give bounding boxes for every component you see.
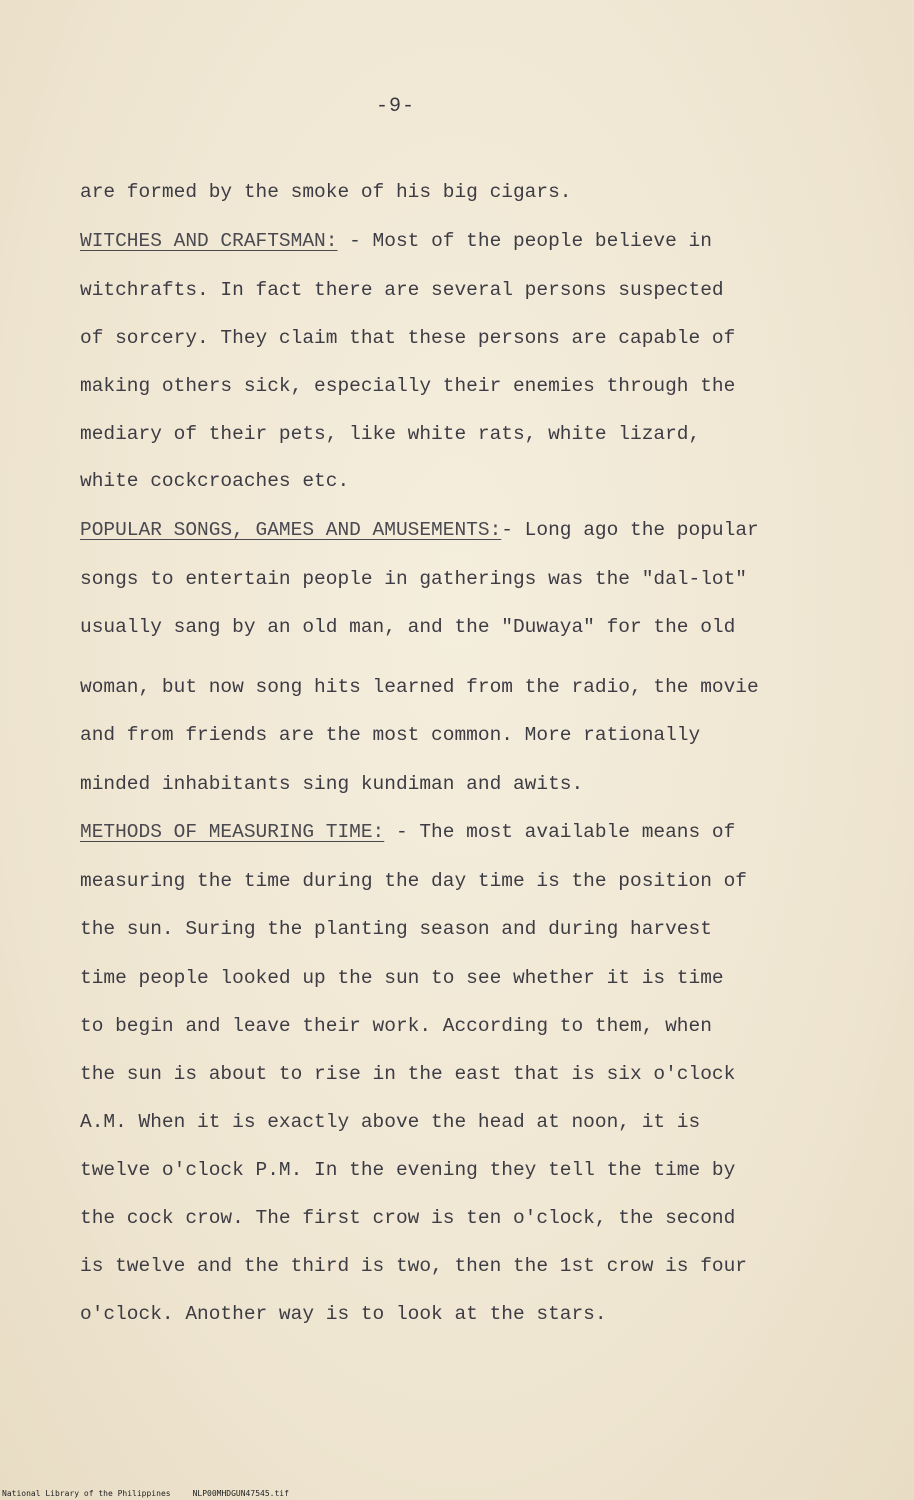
footer-filename: NLP00MHDGUN47545.tif <box>192 1489 289 1498</box>
scan-footer <box>2 1489 289 1498</box>
text-line <box>80 278 724 302</box>
section-heading: POPULAR SONGS, GAMES AND AMUSEMENTS: <box>80 519 502 541</box>
line-text: songs to entertain people in gatherings was the "dal-lot" <box>80 568 748 590</box>
text-line <box>80 1014 712 1038</box>
line-text: making others sick, especially their enemies through the <box>80 375 736 397</box>
line-text: - Long ago the popular <box>501 519 759 541</box>
text-line <box>80 615 735 639</box>
text-line <box>80 1158 735 1182</box>
footer-library: National Library of the Philippines <box>2 1489 171 1498</box>
line-text: the cock crow. The first crow is ten o'clock, the second <box>80 1207 736 1229</box>
section-heading: METHODS OF MEASURING TIME: <box>80 821 385 843</box>
line-text: minded inhabitants sing kundiman and awits. <box>80 773 584 795</box>
text-line <box>80 567 747 591</box>
line-text: the sun. Suring the planting season and during harvest <box>80 918 712 940</box>
line-text: twelve o'clock P.M. In the evening they tell the time by <box>80 1159 736 1181</box>
line-text: the sun is about to rise in the east that is six o'clock <box>80 1063 736 1085</box>
text-line <box>80 820 735 844</box>
page-number: -9- <box>376 95 416 118</box>
text-line <box>80 1206 735 1230</box>
text-line <box>80 469 349 493</box>
text-line <box>80 1062 735 1086</box>
text-line <box>80 326 735 350</box>
text-line <box>80 229 712 253</box>
line-text: witchrafts. In fact there are several persons suspected <box>80 279 724 301</box>
line-text: white cockcroaches etc. <box>80 470 350 492</box>
line-text: time people looked up the sun to see whether it is time <box>80 967 724 989</box>
line-text: mediary of their pets, like white rats, white lizard, <box>80 423 701 445</box>
line-text: are formed by the smoke of his big cigars. <box>80 181 572 203</box>
text-line <box>80 374 735 398</box>
text-line <box>80 1110 700 1134</box>
line-text: woman, but now song hits learned from the radio, the movie <box>80 676 759 698</box>
text-line <box>80 518 759 542</box>
line-text: usually sang by an old man, and the "Duwaya" for the old <box>80 616 736 638</box>
text-line <box>80 1254 747 1278</box>
text-line <box>80 675 759 699</box>
text-line <box>80 869 747 893</box>
line-text: and from friends are the most common. More rationally <box>80 724 701 746</box>
text-line <box>80 1302 607 1326</box>
text-line <box>80 917 712 941</box>
section-heading: WITCHES AND CRAFTSMAN: <box>80 230 338 252</box>
text-line <box>80 422 700 446</box>
line-text: of sorcery. They claim that these persons are capable of <box>80 327 736 349</box>
line-text: - The most available means of <box>384 821 736 843</box>
line-text: is twelve and the third is two, then the 1st crow is four <box>80 1255 748 1277</box>
text-line <box>80 723 700 747</box>
text-line <box>80 772 583 796</box>
line-text: o'clock. Another way is to look at the stars. <box>80 1303 607 1325</box>
line-text: measuring the time during the day time is the position of <box>80 870 748 892</box>
text-line <box>80 966 724 990</box>
line-text: to begin and leave their work. According to them, when <box>80 1015 712 1037</box>
line-text: - Most of the people believe in <box>337 230 712 252</box>
text-line <box>80 180 571 204</box>
line-text: A.M. When it is exactly above the head at noon, it is <box>80 1111 701 1133</box>
